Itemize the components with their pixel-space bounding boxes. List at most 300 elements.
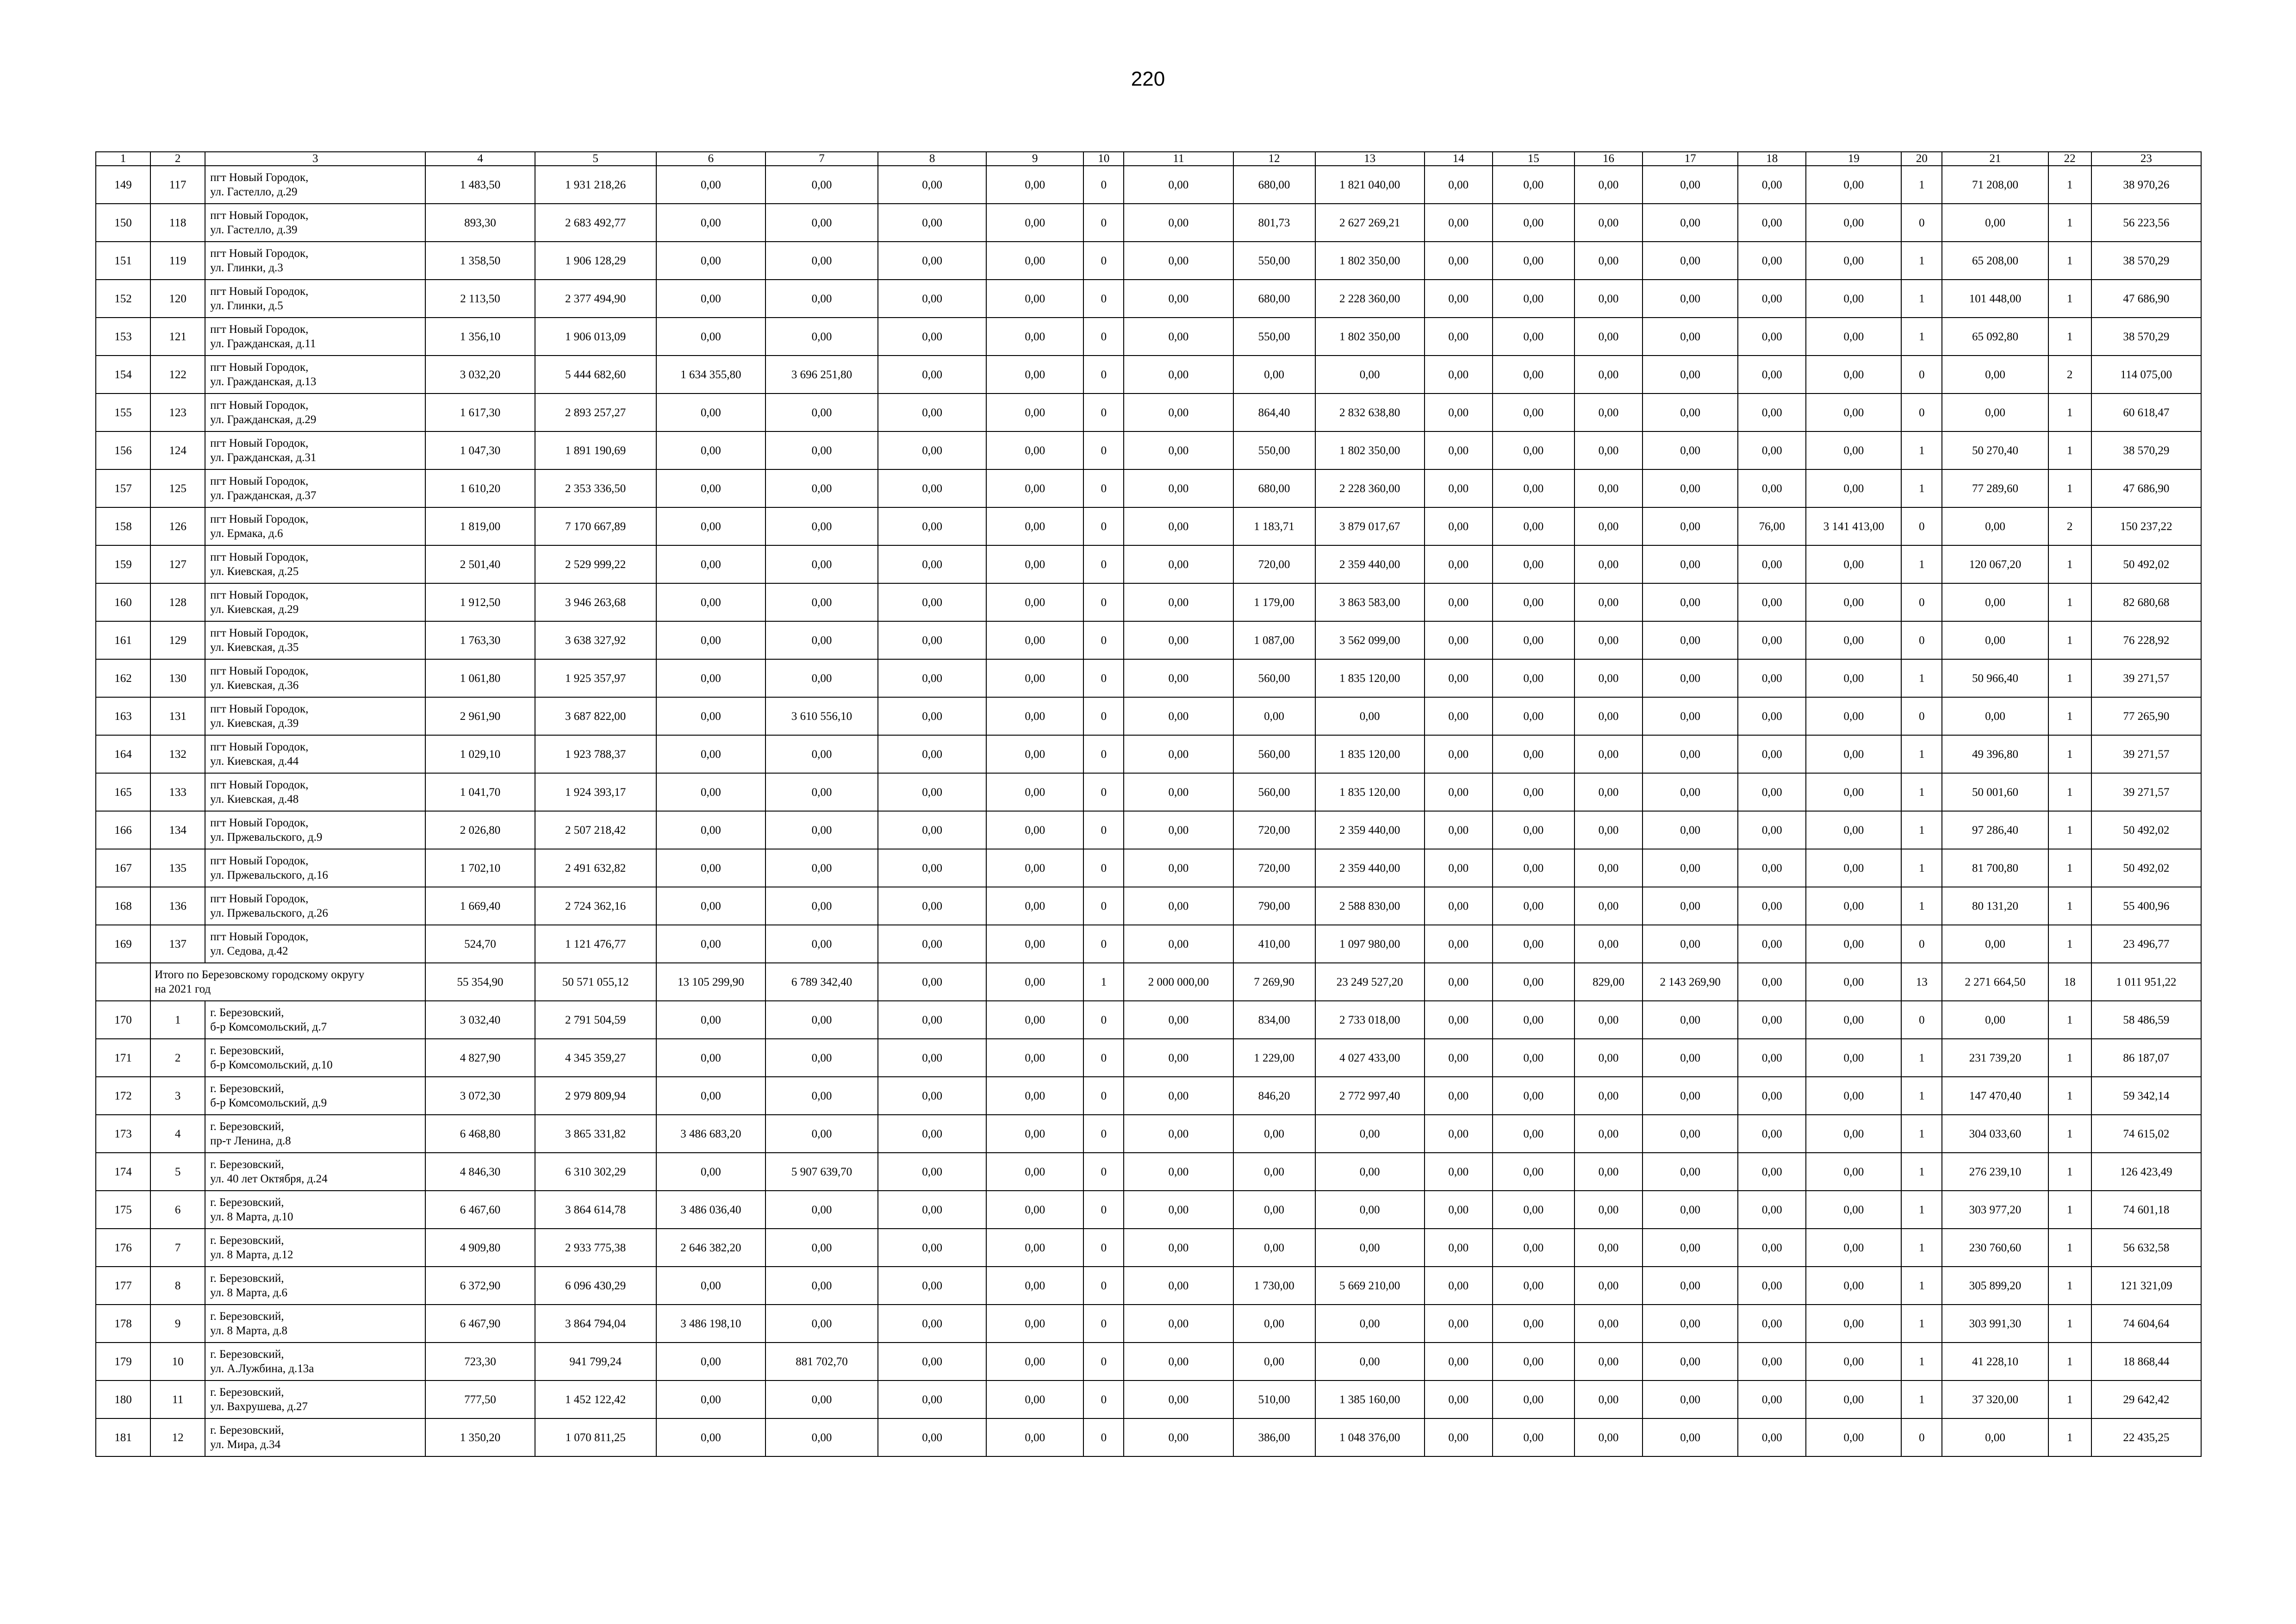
value-cell: 1 [2048, 394, 2091, 431]
value-cell: 0,00 [1643, 659, 1738, 697]
value-cell: 0,00 [1942, 394, 2048, 431]
value-cell: 0,00 [1315, 1153, 1425, 1191]
value-cell: 2 979 809,94 [535, 1077, 656, 1115]
value-cell: 0,00 [765, 280, 878, 318]
value-cell: 1 356,10 [425, 318, 535, 356]
value-cell: 6 310 302,29 [535, 1153, 656, 1191]
value-cell: 0,00 [1425, 697, 1493, 735]
address-cell: пгт Новый Городок, ул. Киевская, д.36 [205, 659, 425, 697]
value-cell: 74 615,02 [2091, 1115, 2201, 1153]
value-cell: 1 802 350,00 [1315, 242, 1425, 280]
table-row [96, 1191, 2201, 1229]
value-cell: 0,00 [1425, 507, 1493, 545]
value-cell: 0,00 [1124, 1418, 1233, 1456]
value-cell: 0 [1083, 583, 1124, 621]
value-cell: 0,00 [656, 1039, 765, 1077]
row-sub-number-cell: 4 [150, 1115, 205, 1153]
table-row [96, 545, 2201, 583]
value-cell: 0,00 [1574, 1191, 1643, 1229]
table-body [96, 152, 2201, 1456]
value-cell: 0,00 [1425, 1229, 1493, 1267]
value-cell: 0,00 [656, 887, 765, 925]
table-row [96, 659, 2201, 697]
value-cell: 1 [2048, 1077, 2091, 1115]
row-number-cell: 164 [96, 735, 150, 773]
value-cell: 0,00 [1425, 735, 1493, 773]
value-cell: 560,00 [1233, 773, 1315, 811]
value-cell: 4 027 433,00 [1315, 1039, 1425, 1077]
value-cell: 0,00 [1738, 659, 1806, 697]
value-cell: 0,00 [1738, 1039, 1806, 1077]
row-sub-number-cell: 130 [150, 659, 205, 697]
value-cell: 38 970,26 [2091, 166, 2201, 204]
column-number-header: 7 [765, 152, 878, 166]
value-cell: 1 [1901, 659, 1942, 697]
value-cell: 0,00 [1806, 1001, 1901, 1039]
value-cell: 0,00 [1425, 1418, 1493, 1456]
value-cell: 3 865 331,82 [535, 1115, 656, 1153]
address-cell: пгт Новый Городок, ул. Киевская, д.44 [205, 735, 425, 773]
value-cell: 0,00 [1643, 1115, 1738, 1153]
value-cell: 1 [1901, 1380, 1942, 1418]
value-cell: 0,00 [1806, 1153, 1901, 1191]
value-cell: 0,00 [1738, 1001, 1806, 1039]
value-cell: 0 [1083, 280, 1124, 318]
value-cell: 0,00 [1315, 1343, 1425, 1380]
table-row [96, 621, 2201, 659]
value-cell: 82 680,68 [2091, 583, 2201, 621]
value-cell: 0,00 [765, 1305, 878, 1343]
value-cell: 0,00 [986, 318, 1083, 356]
value-cell: 5 669 210,00 [1315, 1267, 1425, 1305]
value-cell: 3 610 556,10 [765, 697, 878, 735]
value-cell: 6 468,80 [425, 1115, 535, 1153]
value-cell: 0,00 [1806, 1380, 1901, 1418]
value-cell: 0,00 [1643, 621, 1738, 659]
value-cell: 0,00 [1493, 356, 1574, 394]
value-cell: 0 [1083, 1039, 1124, 1077]
value-cell: 3 562 099,00 [1315, 621, 1425, 659]
value-cell: 0,00 [1124, 507, 1233, 545]
value-cell: 0,00 [1124, 1267, 1233, 1305]
table-row [96, 242, 2201, 280]
value-cell: 0,00 [1574, 394, 1643, 431]
value-cell: 0,00 [1233, 1153, 1315, 1191]
value-cell: 0,00 [878, 394, 986, 431]
value-cell: 0,00 [1425, 621, 1493, 659]
value-cell: 1 [1901, 1267, 1942, 1305]
value-cell: 0,00 [656, 697, 765, 735]
value-cell: 0,00 [1425, 469, 1493, 507]
value-cell: 1 [2048, 1001, 2091, 1039]
value-cell: 0,00 [1806, 773, 1901, 811]
value-cell: 941 799,24 [535, 1343, 656, 1380]
value-cell: 790,00 [1233, 887, 1315, 925]
value-cell: 0,00 [1643, 507, 1738, 545]
value-cell: 560,00 [1233, 659, 1315, 697]
value-cell: 0 [1901, 1418, 1942, 1456]
value-cell: 0,00 [1493, 925, 1574, 963]
row-number-cell: 168 [96, 887, 150, 925]
value-cell: 720,00 [1233, 545, 1315, 583]
value-cell: 3 486 683,20 [656, 1115, 765, 1153]
address-cell: пгт Новый Городок, ул. Седова, д.42 [205, 925, 425, 963]
row-number-cell: 160 [96, 583, 150, 621]
value-cell: 3 032,20 [425, 356, 535, 394]
value-cell: 231 739,20 [1942, 1039, 2048, 1077]
value-cell: 0,00 [1493, 545, 1574, 583]
value-cell: 1 [1901, 1115, 1942, 1153]
value-cell: 0,00 [1574, 1380, 1643, 1418]
value-cell: 1 [1901, 1039, 1942, 1077]
row-sub-number-cell: 129 [150, 621, 205, 659]
value-cell: 1 061,80 [425, 659, 535, 697]
value-cell: 50 966,40 [1942, 659, 2048, 697]
value-cell: 0,00 [656, 1418, 765, 1456]
table-row [96, 318, 2201, 356]
column-number-header: 10 [1083, 152, 1124, 166]
value-cell: 6 467,90 [425, 1305, 535, 1343]
value-cell: 0,00 [1493, 1267, 1574, 1305]
value-cell: 0,00 [1493, 280, 1574, 318]
table-row [96, 431, 2201, 469]
value-cell: 0,00 [765, 659, 878, 697]
value-cell: 0 [1083, 469, 1124, 507]
value-cell: 0,00 [1738, 811, 1806, 849]
value-cell: 0,00 [765, 242, 878, 280]
value-cell: 2 359 440,00 [1315, 545, 1425, 583]
column-number-header: 8 [878, 152, 986, 166]
value-cell: 550,00 [1233, 431, 1315, 469]
total-empty-cell [96, 963, 150, 1001]
value-cell: 276 239,10 [1942, 1153, 2048, 1191]
value-cell: 1 924 393,17 [535, 773, 656, 811]
value-cell: 0,00 [765, 545, 878, 583]
value-cell: 0,00 [1643, 166, 1738, 204]
value-cell: 0,00 [1643, 1039, 1738, 1077]
value-cell: 2 501,40 [425, 545, 535, 583]
value-cell: 1 [2048, 166, 2091, 204]
value-cell: 0,00 [1738, 1418, 1806, 1456]
value-cell: 5 444 682,60 [535, 356, 656, 394]
column-number-header: 21 [1942, 152, 2048, 166]
value-cell: 0,00 [1124, 887, 1233, 925]
value-cell: 0,00 [1738, 1380, 1806, 1418]
row-number-cell: 171 [96, 1039, 150, 1077]
value-cell: 0,00 [1643, 1380, 1738, 1418]
value-cell: 0,00 [1124, 1305, 1233, 1343]
value-cell: 0,00 [986, 697, 1083, 735]
value-cell: 1 [2048, 1305, 2091, 1343]
value-cell: 2 772 997,40 [1315, 1077, 1425, 1115]
value-cell: 0,00 [986, 583, 1083, 621]
value-cell: 0,00 [986, 1115, 1083, 1153]
value-cell: 0,00 [1233, 1229, 1315, 1267]
value-cell: 1 [1901, 811, 1942, 849]
value-cell: 0,00 [878, 1343, 986, 1380]
value-cell: 150 237,22 [2091, 507, 2201, 545]
value-cell: 0,00 [1425, 1191, 1493, 1229]
value-cell: 0,00 [1806, 1115, 1901, 1153]
value-cell: 0,00 [1643, 1001, 1738, 1039]
value-cell: 1 [1901, 166, 1942, 204]
value-cell: 0,00 [986, 166, 1083, 204]
value-cell: 81 700,80 [1942, 849, 2048, 887]
value-cell: 1 [1901, 318, 1942, 356]
address-cell: г. Березовский, ул. 8 Марта, д.12 [205, 1229, 425, 1267]
total-value-cell: 7 269,90 [1233, 963, 1315, 1001]
value-cell: 0,00 [656, 431, 765, 469]
table-row [96, 1001, 2201, 1039]
value-cell: 0,00 [1493, 1001, 1574, 1039]
value-cell: 29 642,42 [2091, 1380, 2201, 1418]
value-cell: 3 072,30 [425, 1077, 535, 1115]
total-label-cell: Итого по Березовскому городскому округу на 2021 год [150, 963, 425, 1001]
value-cell: 0,00 [878, 1077, 986, 1115]
value-cell: 76 228,92 [2091, 621, 2201, 659]
value-cell: 1 835 120,00 [1315, 659, 1425, 697]
row-number-cell: 176 [96, 1229, 150, 1267]
value-cell: 0,00 [1806, 356, 1901, 394]
value-cell: 0,00 [656, 1267, 765, 1305]
value-cell: 0,00 [878, 356, 986, 394]
value-cell: 1 229,00 [1233, 1039, 1315, 1077]
value-cell: 0,00 [765, 735, 878, 773]
value-cell: 0,00 [1574, 925, 1643, 963]
value-cell: 0,00 [765, 1191, 878, 1229]
value-cell: 0,00 [1493, 1343, 1574, 1380]
value-cell: 1 [2048, 621, 2091, 659]
value-cell: 1 [2048, 1191, 2091, 1229]
address-cell: г. Березовский, ул. 8 Марта, д.8 [205, 1305, 425, 1343]
value-cell: 0,00 [1124, 1001, 1233, 1039]
value-cell: 0,00 [1124, 166, 1233, 204]
value-cell: 0,00 [656, 583, 765, 621]
address-cell: г. Березовский, ул. 8 Марта, д.6 [205, 1267, 425, 1305]
value-cell: 0,00 [1233, 1305, 1315, 1343]
value-cell: 1 819,00 [425, 507, 535, 545]
value-cell: 0,00 [765, 469, 878, 507]
value-cell: 0,00 [1493, 1077, 1574, 1115]
value-cell: 720,00 [1233, 849, 1315, 887]
value-cell: 1 [2048, 697, 2091, 735]
value-cell: 1 912,50 [425, 583, 535, 621]
column-number-header: 20 [1901, 152, 1942, 166]
value-cell: 0,00 [878, 280, 986, 318]
address-cell: г. Березовский, б-р Комсомольский, д.7 [205, 1001, 425, 1039]
value-cell: 0,00 [1738, 773, 1806, 811]
page-number: 220 [1131, 68, 1165, 90]
value-cell: 0,00 [986, 925, 1083, 963]
value-cell: 0,00 [1574, 849, 1643, 887]
value-cell: 4 345 359,27 [535, 1039, 656, 1077]
total-value-cell: 0,00 [1425, 963, 1493, 1001]
value-cell: 303 991,30 [1942, 1305, 2048, 1343]
address-cell: пгт Новый Городок, ул. Глинки, д.5 [205, 280, 425, 318]
value-cell: 0,00 [1806, 1191, 1901, 1229]
value-cell: 0,00 [1425, 1115, 1493, 1153]
value-cell: 0 [1083, 1380, 1124, 1418]
table-row [96, 1418, 2201, 1456]
table-row [96, 925, 2201, 963]
value-cell: 0,00 [1806, 1418, 1901, 1456]
row-number-cell: 169 [96, 925, 150, 963]
value-cell: 1 [1901, 1153, 1942, 1191]
value-cell: 0,00 [878, 621, 986, 659]
value-cell: 3 946 263,68 [535, 583, 656, 621]
value-cell: 0 [1901, 1001, 1942, 1039]
value-cell: 114 075,00 [2091, 356, 2201, 394]
value-cell: 1 029,10 [425, 735, 535, 773]
value-cell: 0,00 [1493, 507, 1574, 545]
value-cell: 0,00 [1493, 1153, 1574, 1191]
value-cell: 0,00 [878, 811, 986, 849]
value-cell: 0,00 [765, 166, 878, 204]
table-row [96, 166, 2201, 204]
value-cell: 0,00 [1493, 621, 1574, 659]
value-cell: 0,00 [1806, 431, 1901, 469]
value-cell: 0,00 [1738, 621, 1806, 659]
value-cell: 0,00 [1738, 318, 1806, 356]
value-cell: 1 [2048, 318, 2091, 356]
value-cell: 0,00 [1124, 394, 1233, 431]
value-cell: 1 821 040,00 [1315, 166, 1425, 204]
value-cell: 0,00 [1738, 1115, 1806, 1153]
value-cell: 0,00 [1493, 394, 1574, 431]
value-cell: 50 492,02 [2091, 811, 2201, 849]
value-cell: 1 097 980,00 [1315, 925, 1425, 963]
column-number-header: 18 [1738, 152, 1806, 166]
column-number-header: 2 [150, 152, 205, 166]
value-cell: 410,00 [1233, 925, 1315, 963]
value-cell: 0,00 [986, 394, 1083, 431]
value-cell: 0,00 [656, 621, 765, 659]
row-sub-number-cell: 12 [150, 1418, 205, 1456]
value-cell: 3 141 413,00 [1806, 507, 1901, 545]
table-row [96, 280, 2201, 318]
value-cell: 7 170 667,89 [535, 507, 656, 545]
value-cell: 0,00 [1738, 431, 1806, 469]
value-cell: 0,00 [1493, 1380, 1574, 1418]
value-cell: 0,00 [878, 1153, 986, 1191]
value-cell: 1 [1901, 735, 1942, 773]
value-cell: 0,00 [1315, 697, 1425, 735]
value-cell: 0,00 [1574, 356, 1643, 394]
value-cell: 1 047,30 [425, 431, 535, 469]
address-cell: г. Березовский, ул. А.Лужбина, д.13а [205, 1343, 425, 1380]
value-cell: 0,00 [1124, 583, 1233, 621]
value-cell: 0,00 [1233, 1191, 1315, 1229]
value-cell: 0,00 [1493, 318, 1574, 356]
value-cell: 0 [1901, 583, 1942, 621]
value-cell: 0,00 [1124, 811, 1233, 849]
value-cell: 303 977,20 [1942, 1191, 2048, 1229]
value-cell: 1 [1901, 280, 1942, 318]
value-cell: 0,00 [986, 1153, 1083, 1191]
value-cell: 0,00 [1493, 849, 1574, 887]
value-cell: 1 070 811,25 [535, 1418, 656, 1456]
value-cell: 1 [2048, 242, 2091, 280]
address-cell: пгт Новый Городок, ул. Ермака, д.6 [205, 507, 425, 545]
value-cell: 0,00 [878, 242, 986, 280]
row-number-cell: 152 [96, 280, 150, 318]
value-cell: 0,00 [656, 773, 765, 811]
row-sub-number-cell: 6 [150, 1191, 205, 1229]
value-cell: 0,00 [1738, 394, 1806, 431]
value-cell: 0,00 [1425, 887, 1493, 925]
value-cell: 0,00 [1806, 318, 1901, 356]
value-cell: 0 [1901, 204, 1942, 242]
value-cell: 0,00 [1738, 849, 1806, 887]
value-cell: 0,00 [1738, 735, 1806, 773]
table-row [96, 887, 2201, 925]
value-cell: 0,00 [656, 469, 765, 507]
value-cell: 0,00 [765, 1267, 878, 1305]
row-sub-number-cell: 126 [150, 507, 205, 545]
value-cell: 1 906 128,29 [535, 242, 656, 280]
value-cell: 121 321,09 [2091, 1267, 2201, 1305]
value-cell: 1 [2048, 1229, 2091, 1267]
address-cell: пгт Новый Городок, ул. Гражданская, д.29 [205, 394, 425, 431]
table-row [96, 356, 2201, 394]
value-cell: 1 121 476,77 [535, 925, 656, 963]
value-cell: 0,00 [1643, 811, 1738, 849]
value-cell: 4 827,90 [425, 1039, 535, 1077]
value-cell: 2 359 440,00 [1315, 849, 1425, 887]
value-cell: 0,00 [1643, 1343, 1738, 1380]
value-cell: 0,00 [1124, 431, 1233, 469]
row-number-cell: 156 [96, 431, 150, 469]
value-cell: 50 001,60 [1942, 773, 2048, 811]
value-cell: 0,00 [1493, 1305, 1574, 1343]
table-row [96, 1039, 2201, 1077]
value-cell: 0,00 [1493, 887, 1574, 925]
value-cell: 0,00 [1425, 1153, 1493, 1191]
value-cell: 0 [1083, 887, 1124, 925]
value-cell: 0,00 [986, 431, 1083, 469]
value-cell: 3 486 198,10 [656, 1305, 765, 1343]
value-cell: 0,00 [765, 204, 878, 242]
value-cell: 0,00 [1806, 242, 1901, 280]
value-cell: 0,00 [1942, 507, 2048, 545]
value-cell: 723,30 [425, 1343, 535, 1380]
value-cell: 0,00 [878, 318, 986, 356]
value-cell: 0,00 [1124, 659, 1233, 697]
total-value-cell: 55 354,90 [425, 963, 535, 1001]
value-cell: 0,00 [1233, 1115, 1315, 1153]
value-cell: 0,00 [878, 1418, 986, 1456]
value-cell: 86 187,07 [2091, 1039, 2201, 1077]
value-cell: 1 634 355,80 [656, 356, 765, 394]
value-cell: 1 669,40 [425, 887, 535, 925]
value-cell: 2 961,90 [425, 697, 535, 735]
value-cell: 0,00 [1738, 1267, 1806, 1305]
value-cell: 0,00 [765, 318, 878, 356]
value-cell: 1 452 122,42 [535, 1380, 656, 1418]
table-row [96, 735, 2201, 773]
row-number-cell: 149 [96, 166, 150, 204]
value-cell: 0,00 [986, 773, 1083, 811]
value-cell: 1 [2048, 887, 2091, 925]
value-cell: 0,00 [1738, 469, 1806, 507]
value-cell: 0,00 [765, 583, 878, 621]
total-value-cell: 18 [2048, 963, 2091, 1001]
value-cell: 0,00 [986, 1039, 1083, 1077]
column-number-header: 19 [1806, 152, 1901, 166]
value-cell: 0,00 [986, 735, 1083, 773]
value-cell: 0,00 [986, 1418, 1083, 1456]
value-cell: 0,00 [1942, 697, 2048, 735]
